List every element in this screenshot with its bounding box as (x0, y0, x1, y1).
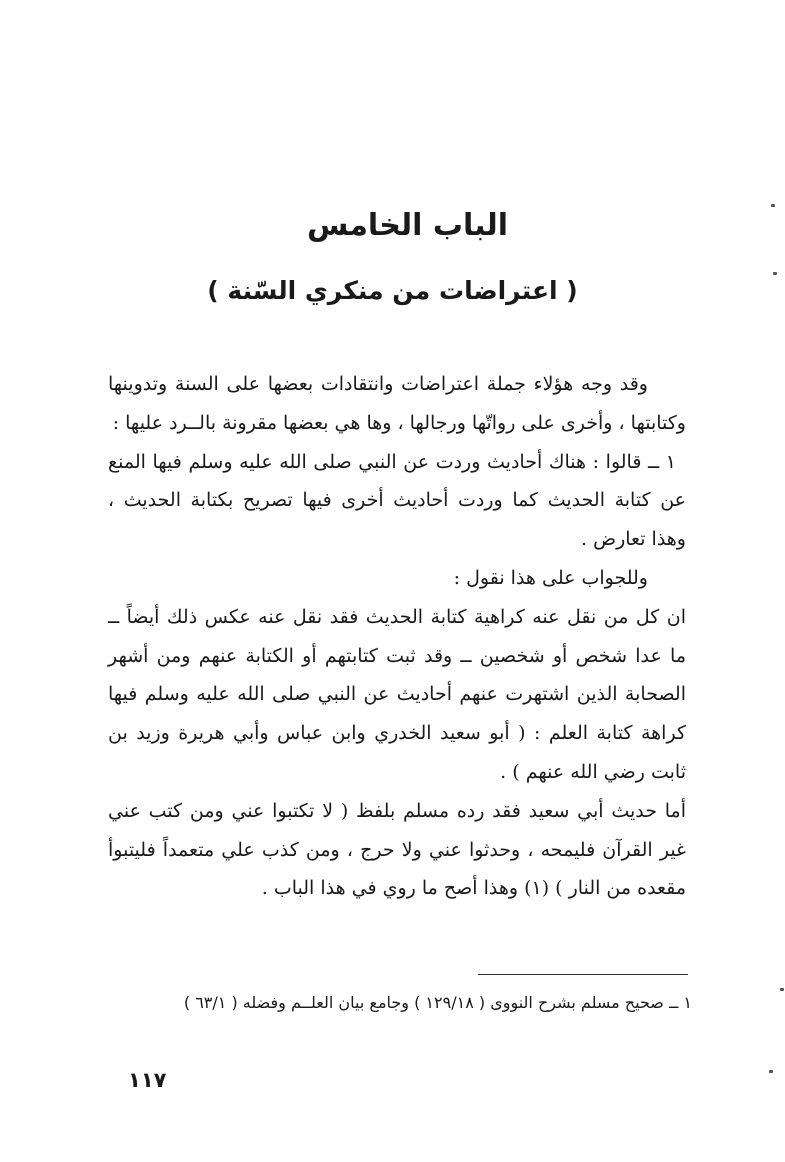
paragraph-answer: ان كل من نقل عنه كراهية كتابة الحديث فقد نقل عنه عكس ذلك أيضاً ــ ما عدا شخص أو شخصين ــ وقد ثبت كتابتهم أو الكتابة عنهم ومن أشهر الصحابة الذين اشتهرت عنهم أحاديث عن النبي صلى الله عليه وسلم فيها كراهة كتابة العلم : ( أبو سعيد الخدري وابن عباس وأبي هريرة وزيد بن ثابت رضي الله عنهم ) . (108, 605, 686, 783)
margin-speck (771, 204, 775, 207)
chapter-title: الباب الخامس (306, 208, 509, 243)
margin-speck (780, 988, 784, 991)
margin-speck (773, 272, 777, 275)
body-text (108, 365, 686, 908)
paragraph-answer-intro: وللجواب على هذا نقول : (453, 566, 648, 589)
paragraph-intro: وقد وجه هؤلاء جملة اعتراضات وانتقادات بعضها على السنة وتدوينها وكتابتها ، وأخرى على رواتّها ورجالها ، وها هي بعضها مقرونة بالــرد عليها : (108, 373, 686, 434)
footnote (100, 988, 692, 1018)
margin-speck (769, 1070, 773, 1073)
paragraph-abu-said: أما حديث أبي سعيد فقد رده مسلم بلفظ ( لا تكتبوا عني ومن كتب عني غير القرآن فليمحه ، وحدثوا عني ولا حرج ، ومن كذب علي متعمداً فليتبوأ مقعده من النار ) (١) وهذا أصح ما روي في هذا الباب . (108, 799, 686, 900)
footnote-text: ١ ــ صحيح مسلم بشرح النووى ( ١٢٩/١٨ ) وجامع بيان العلــم وفضله ( ٦٣/١ ) (183, 993, 692, 1012)
page-number: ١١٧ (128, 1068, 167, 1092)
footnote-divider (478, 974, 688, 975)
chapter-subtitle: ( اعتراضات من منكري السّنة ) (207, 276, 578, 305)
paragraph-objection-1: ١ ــ قالوا : هناك أحاديث وردت عن النبي صلى الله عليه وسلم فيها المنع عن كتابة الحديث كما وردت أحاديث أخرى فيها تصريح بكتابة الحديث ، وهذا تعارض . (108, 450, 686, 551)
